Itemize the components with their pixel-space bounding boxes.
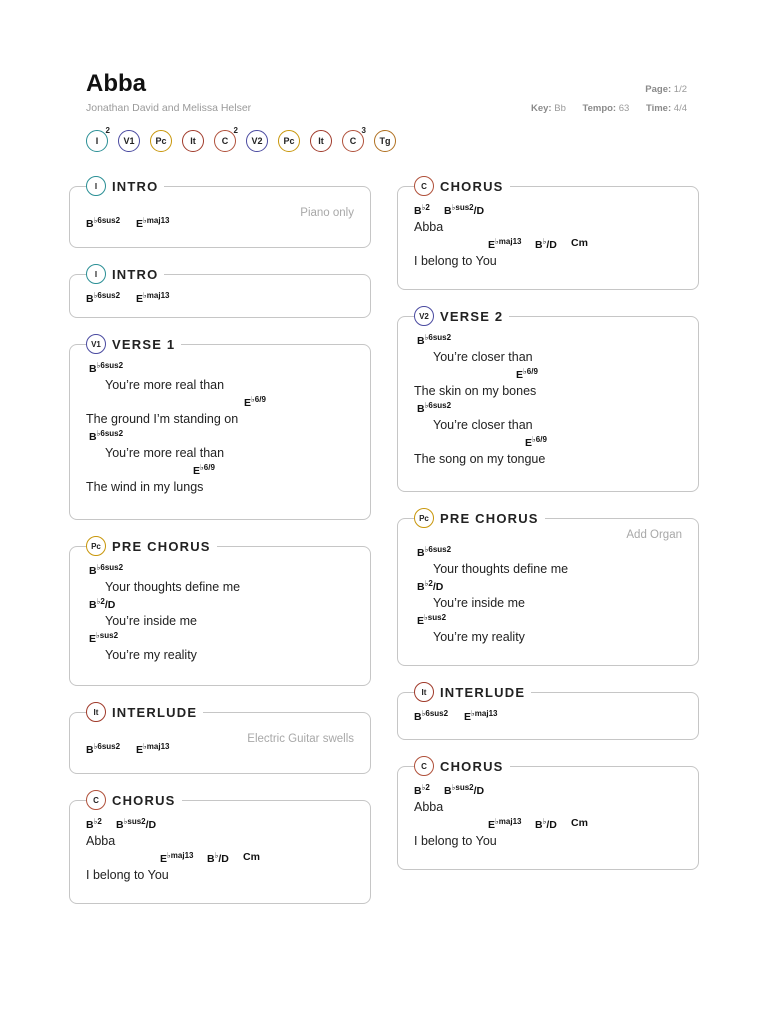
- lyric-line: I belong to You: [414, 254, 497, 268]
- lyric-line: Your thoughts define me: [105, 580, 241, 594]
- tempo-value: 63: [618, 103, 630, 114]
- roadmap-badge-prechorus[interactable]: [150, 130, 172, 152]
- roadmap-badge-chorus[interactable]: [214, 126, 238, 152]
- section-badge: V1: [86, 334, 106, 354]
- chord: $B^{♭6sus2}$: [89, 361, 124, 375]
- chord-row: [414, 203, 684, 218]
- chord: Cm: [571, 237, 588, 249]
- chord: $E^{♭maj13}$: [488, 237, 522, 251]
- lyric-line: You’re closer than: [433, 350, 533, 364]
- section-body: [69, 344, 371, 520]
- chord-row: [86, 563, 356, 578]
- roadmap-repeat: 2: [233, 126, 238, 135]
- chord-row: [86, 463, 356, 478]
- chord-row: [86, 291, 356, 306]
- section-header: [397, 682, 699, 702]
- chord-row: [414, 613, 684, 628]
- chord: $B^{♭6sus2}$: [86, 216, 121, 230]
- chord: $B^{♭6sus2}$: [86, 742, 121, 756]
- roadmap-label: C: [349, 136, 357, 146]
- section-body: [397, 766, 699, 870]
- section-title: CHORUS: [434, 759, 510, 774]
- chord: $E^{♭maj13}$: [160, 851, 194, 865]
- section-badge: I: [86, 176, 106, 196]
- chord: $E^{♭maj13}$: [136, 216, 170, 230]
- chord: $B^{♭2}/D$: [417, 579, 444, 593]
- section-title: PRE CHORUS: [106, 539, 217, 554]
- section-header: [69, 790, 371, 810]
- lyric-line: Your thoughts define me: [433, 562, 569, 576]
- roadmap-label: Tg: [379, 136, 391, 146]
- tempo-label: Tempo:: [582, 103, 617, 114]
- time-label: Time:: [645, 103, 672, 114]
- roadmap-label: It: [318, 136, 324, 146]
- section-title: INTERLUDE: [434, 685, 531, 700]
- section-badge: Pc: [414, 508, 434, 528]
- chord: $B^{♭2}/D$: [89, 597, 116, 611]
- tempo-meta: [583, 103, 630, 114]
- roadmap-repeat: 2: [105, 126, 110, 135]
- chord: $B^{♭6sus2}$: [417, 545, 452, 559]
- chord-row: [86, 817, 356, 832]
- chord-row: [86, 216, 356, 231]
- section-badge: C: [86, 790, 106, 810]
- lyric-line: The ground I’m standing on: [86, 412, 239, 426]
- chord: Cm: [243, 851, 260, 863]
- chord-row: [86, 631, 356, 646]
- section-title: PRE CHORUS: [434, 511, 545, 526]
- section-header: [69, 702, 371, 722]
- right-column: [397, 176, 699, 870]
- section-header: [69, 176, 371, 196]
- roadmap-badge-prechorus[interactable]: [278, 130, 300, 152]
- chord: $E^{♭sus2}$: [89, 631, 119, 645]
- key-meta: [531, 103, 566, 114]
- chord: $B^{♭6sus2}$: [417, 333, 452, 347]
- chord: $B^{♭6sus2}$: [86, 291, 121, 305]
- section-header: [397, 306, 699, 326]
- chord-row: [414, 367, 684, 382]
- section-interlude: [69, 702, 371, 776]
- section-badge: It: [414, 682, 434, 702]
- chord-row: [414, 817, 684, 832]
- chord-row: [414, 401, 684, 416]
- section-interlude: [397, 682, 699, 740]
- chord: $E^{♭6/9}$: [193, 463, 215, 477]
- chord: $E^{♭6/9}$: [516, 367, 538, 381]
- chord: $B^{♭sus2}/D$: [444, 783, 485, 797]
- chord-row: [414, 237, 684, 252]
- section-prechorus: [397, 508, 699, 666]
- section-note: Add Organ: [626, 529, 682, 541]
- chord: $E^{♭maj13}$: [136, 291, 170, 305]
- lyric-line: You’re closer than: [433, 418, 533, 432]
- section-title: VERSE 2: [434, 309, 509, 324]
- chord: $B^{♭6sus2}$: [89, 429, 124, 443]
- section-prechorus: [69, 536, 371, 686]
- chord: $B^{♭2}$: [414, 203, 430, 217]
- lyric-line: The song on my tongue: [414, 452, 546, 466]
- section-intro: [69, 176, 371, 250]
- lyric-line: You’re inside me: [105, 614, 197, 628]
- chord-row: [414, 333, 684, 348]
- roadmap-label: I: [95, 136, 99, 146]
- roadmap-badge-verse-2[interactable]: [246, 130, 268, 152]
- section-chorus: [397, 756, 699, 870]
- page-indicator: [645, 84, 687, 95]
- chord-row: [86, 429, 356, 444]
- section-verse-2: [397, 306, 699, 492]
- section-body: [397, 186, 699, 290]
- page-label: Page:: [645, 84, 672, 95]
- lyric-line: You’re my reality: [105, 648, 197, 662]
- chord: B♭/D: [207, 851, 229, 865]
- chord-row: [414, 709, 684, 724]
- chord: $E^{♭6/9}$: [244, 395, 266, 409]
- section-title: CHORUS: [434, 179, 510, 194]
- section-body: [397, 518, 699, 666]
- roadmap-label: V2: [251, 136, 263, 146]
- chord: $B^{♭2}$: [414, 783, 430, 797]
- chord-row: [86, 851, 356, 866]
- section-badge: Pc: [86, 536, 106, 556]
- lyric-line: I belong to You: [414, 834, 497, 848]
- section-header: [397, 176, 699, 196]
- section-body: [397, 316, 699, 492]
- roadmap-repeat: 3: [361, 126, 366, 135]
- roadmap-label: C: [221, 136, 229, 146]
- section-header: [397, 508, 699, 528]
- section-verse-1: [69, 334, 371, 520]
- chord: $E^{♭maj13}$: [464, 709, 498, 723]
- roadmap-badge-intro[interactable]: [86, 126, 110, 152]
- section-badge: V2: [414, 306, 434, 326]
- time-value: 4/4: [673, 103, 687, 114]
- section-intro: [69, 264, 371, 320]
- section-badge: C: [414, 176, 434, 196]
- song-roadmap: [86, 126, 396, 152]
- chord-row: [86, 597, 356, 612]
- section-badge: C: [414, 756, 434, 776]
- section-header: [69, 334, 371, 354]
- section-body: [69, 800, 371, 904]
- section-badge: I: [86, 264, 106, 284]
- roadmap-badge-interlude[interactable]: [182, 130, 204, 152]
- section-chorus: [69, 790, 371, 904]
- lyric-line: You’re more real than: [105, 446, 225, 460]
- left-column: [69, 176, 371, 904]
- lyric-line: Abba: [86, 834, 116, 848]
- chord: $B^{♭6sus2}$: [89, 563, 124, 577]
- chord: $E^{♭maj13}$: [488, 817, 522, 831]
- chord: $B^{♭2}$: [86, 817, 102, 831]
- chord: B♭/D: [535, 237, 557, 251]
- page-value: 1/2: [673, 84, 687, 95]
- section-body: [69, 546, 371, 686]
- key-label: Key:: [531, 103, 552, 114]
- chord: $B^{♭sus2}/D$: [116, 817, 157, 831]
- chord: $B^{♭sus2}/D$: [444, 203, 485, 217]
- chord-row: [86, 395, 356, 410]
- lyric-line: I belong to You: [86, 868, 169, 882]
- lyric-line: You’re inside me: [433, 596, 525, 610]
- chord: B♭/D: [535, 817, 557, 831]
- chord-row: [414, 545, 684, 560]
- lyric-line: Abba: [414, 800, 444, 814]
- section-header: [69, 536, 371, 556]
- chord: $E^{♭maj13}$: [136, 742, 170, 756]
- roadmap-label: Pc: [155, 136, 167, 146]
- chord: $E^{♭sus2}$: [417, 613, 447, 627]
- section-title: INTRO: [106, 179, 164, 194]
- song-authors: Jonathan David and Melissa Helser: [86, 102, 252, 114]
- roadmap-badge-tag[interactable]: [374, 130, 396, 152]
- chord-row: [414, 579, 684, 594]
- section-title: INTRO: [106, 267, 164, 282]
- chord-row: [414, 435, 684, 450]
- chord: $B^{♭6sus2}$: [414, 709, 449, 723]
- roadmap-badge-chorus[interactable]: [342, 126, 366, 152]
- section-title: VERSE 1: [106, 337, 181, 352]
- section-header: [69, 264, 371, 284]
- lyric-line: The skin on my bones: [414, 384, 537, 398]
- time-meta: [646, 103, 687, 114]
- roadmap-badge-verse-1[interactable]: [118, 130, 140, 152]
- song-meta: [517, 103, 687, 114]
- section-chorus: [397, 176, 699, 290]
- chord-row: [414, 783, 684, 798]
- lyric-line: You’re my reality: [433, 630, 525, 644]
- chord: Cm: [571, 817, 588, 829]
- lyric-line: Abba: [414, 220, 444, 234]
- lyric-line: You’re more real than: [105, 378, 225, 392]
- song-title: Abba: [86, 70, 146, 97]
- roadmap-badge-interlude[interactable]: [310, 130, 332, 152]
- roadmap-label: It: [190, 136, 196, 146]
- section-note: Piano only: [300, 207, 354, 219]
- section-header: [397, 756, 699, 776]
- key-value: Bb: [554, 103, 566, 114]
- section-title: CHORUS: [106, 793, 182, 808]
- section-title: INTERLUDE: [106, 705, 203, 720]
- roadmap-label: Pc: [283, 136, 295, 146]
- chord: $E^{♭6/9}$: [525, 435, 547, 449]
- section-badge: It: [86, 702, 106, 722]
- chord-row: [86, 742, 356, 757]
- chord: $B^{♭6sus2}$: [417, 401, 452, 415]
- section-note: Electric Guitar swells: [247, 733, 354, 745]
- roadmap-label: V1: [123, 136, 135, 146]
- lyric-line: The wind in my lungs: [86, 480, 204, 494]
- chord-row: [86, 361, 356, 376]
